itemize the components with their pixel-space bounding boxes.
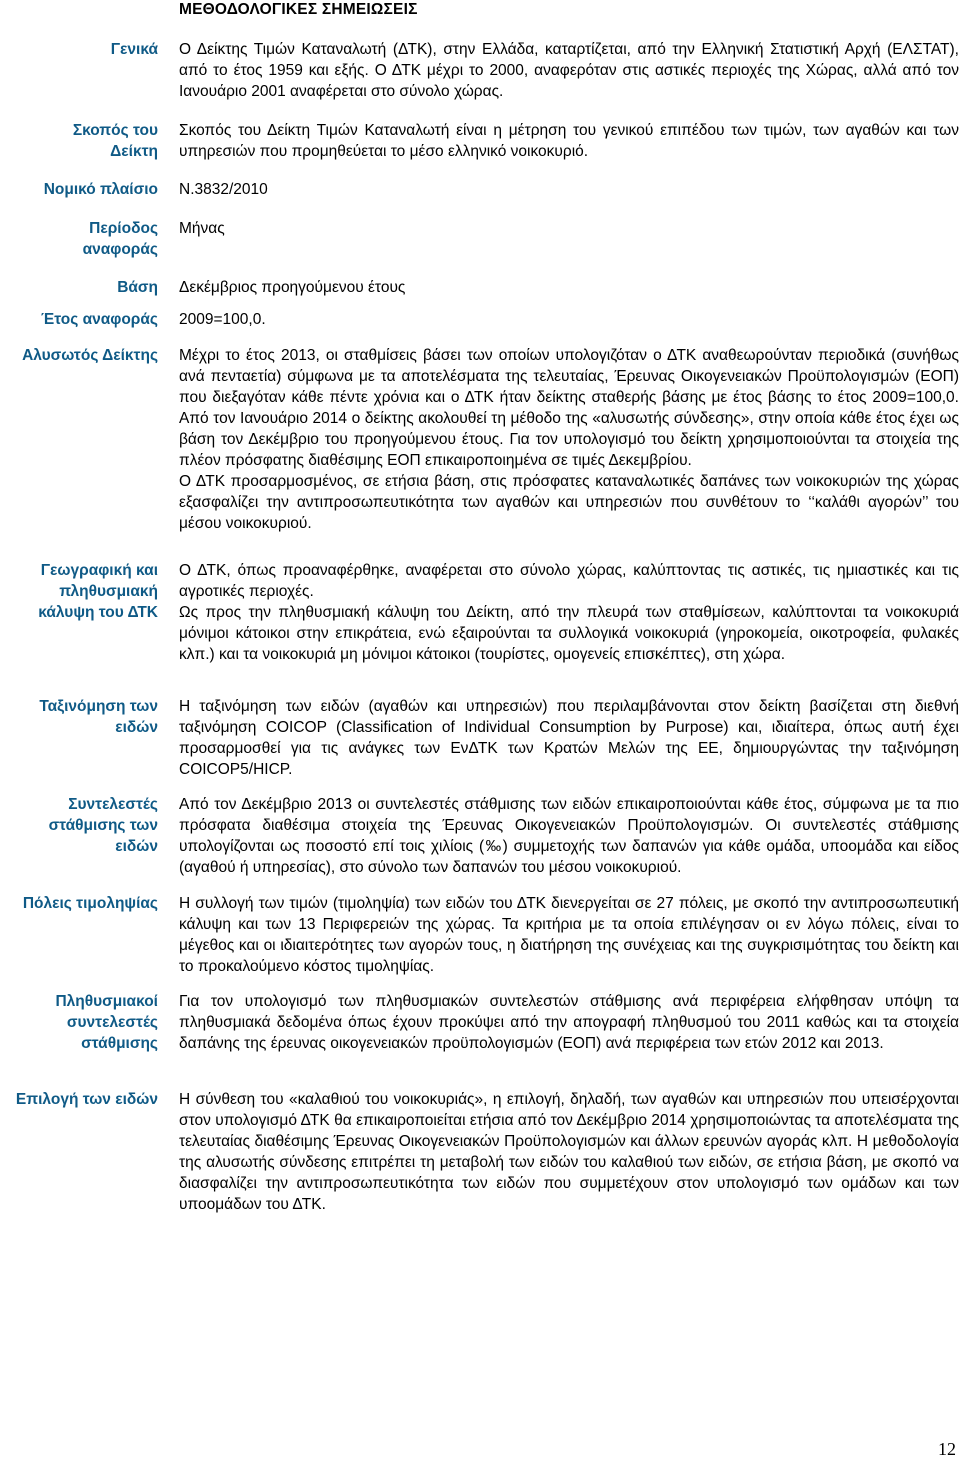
text-chain (179, 345, 959, 534)
label-cities: Πόλεις τιμοληψίας (22, 895, 158, 912)
label-line: πληθυσμιακή (59, 583, 158, 600)
label-classification (0, 696, 158, 738)
text-period: Μήνας (179, 220, 225, 237)
text-cities (179, 893, 959, 977)
text-pop-weights (179, 991, 959, 1054)
label-base: Βάση (117, 279, 158, 296)
label-line: Γεωγραφική και (40, 562, 158, 579)
label-line: Πληθυσμιακοί (55, 993, 158, 1010)
paragraph: Μέχρι το έτος 2013, οι σταθμίσεις βάσει των οποίων υπολογιζόταν ο ΔΤΚ αναθεωρούνταν περιοδικά (συνήθως ανά πενταετία) σύμφωνα με τα αποτελέσματα της τελευταίας, Έρευνας Οικογενειακών Προϋπολογισμών (ΕΟΠ) που διεξαγόταν κάθε πέντε χρόνια και ο ΔΤΚ ήταν δείκτης σταθερής βάσης με έτος βάσης το έτος 2009=100,0. Από τον Ιανουάριο 2014 ο δείκτης ακολουθεί τη μέθοδο της «αλυσωτής σύνδεσης», στην οποία κάθε έτος έχει ως βάση τον Δεκέμβριο του προηγούμενου έτους. Για τον υπολογισμό του δείκτη χρησιμοποιούνται τα στοιχεία της πλέον πρόσφατης διαθέσιμης ΕΟΠ επικαιροποιημένα σε τιμές Δεκεμβρίου. (179, 347, 959, 469)
page-number: 12 (938, 1439, 956, 1459)
label-line: κάλυψη του ΔΤΚ (38, 604, 158, 621)
paragraph: Για τον υπολογισμό των πληθυσμιακών συντελεστών στάθμισης ανά περιφέρεια ελήφθησαν υπόψη τα πληθυσμιακά δεδομένα όπως έχουν προκύψει από την απογραφή πληθυσμού του 2011 καθώς και τα στοιχεία δαπάνης της έρευνας οικογενειακών προϋπολογισμών (ΕΟΠ) ανά περιφέρεια των ετών 2012 και 2013. (179, 993, 959, 1052)
label-line: Δείκτη (110, 143, 158, 160)
label-pop-weights (0, 991, 158, 1054)
label-general: Γενικά (110, 41, 158, 58)
label-line: ειδών (115, 838, 158, 855)
label-ref-year: Έτος αναφοράς (41, 311, 158, 328)
text-general (179, 39, 959, 102)
label-selection: Επιλογή των ειδών (15, 1091, 158, 1108)
label-line: αναφοράς (82, 241, 158, 258)
paragraph: Η ταξινόμηση των ειδών (αγαθών και υπηρεσιών) που περιλαμβάνονται στον δείκτη βασίζεται στη διεθνή ταξινόμηση COICOP (Classification of Individual Consumption by Purpose) και, ιδιαίτερα, όπως αυτή έχει προσαρμοσθεί για τις ανάγκες των ΕνΔΤΚ των Κρατών Μελών της ΕΕ, δημιουργώντας την ταξινόμηση COICOP5/HICP. (179, 698, 959, 778)
text-ref-year: 2009=100,0. (179, 311, 266, 328)
label-line: στάθμισης των (48, 817, 158, 834)
label-chain: Αλυσωτός Δείκτης (22, 347, 158, 364)
label-line: Ταξινόμηση των (39, 698, 158, 715)
paragraph: Ο ΔΤΚ, όπως προαναφέρθηκε, αναφέρεται στο σύνολο χώρας, καλύπτοντας τις αστικές, τις ημιαστικές και τις αγροτικές περιοχές. (179, 562, 959, 600)
label-line: συντελεστές (66, 1014, 158, 1031)
text-base: Δεκέμβριος προηγούμενου έτους (179, 279, 406, 296)
paragraph: Από τον Δεκέμβριο 2013 οι συντελεστές στάθμισης των ειδών επικαιροποιούνται κάθε έτος, σύμφωνα με τα πιο πρόσφατα διαθέσιμα στοιχεία της Έρευνας Οικογενειακών Προϋπολογισμών. Οι συντελεστές στάθμισης υπολογίζονται ως ποσοστό επί τοις χιλίοις (‰) συμμετοχής των δαπανών για κάθε ομάδα, υποομάδα και είδος (αγαθού ή υπηρεσίας), στο σύνολο των δαπανών του μέσου νοικοκυριού. (179, 796, 959, 876)
label-weights (0, 794, 158, 857)
text-classification (179, 696, 959, 780)
label-line: ειδών (115, 719, 158, 736)
text-weights (179, 794, 959, 878)
paragraph: Σκοπός του Δείκτη Τιμών Καταναλωτή είναι η μέτρηση του γενικού επιπέδου των τιμών, των αγαθών και των υπηρεσιών που προμηθεύεται το μέσο ελληνικό νοικοκυριό. (179, 122, 959, 160)
paragraph: Η συλλογή των τιμών (τιμοληψία) των ειδών του ΔΤΚ διενεργείται σε 27 πόλεις, με σκοπό την αντιπροσωπευτική κάλυψη και των 13 Περιφερειών της χώρας. Τα κριτήρια με τα οποία επιλέγησαν οι εν λόγω πόλεις, είναι το μέγεθος και οι ιδιαιτερότητες των αγορών τους, η διατήρηση της συνέχειας και της συγκρισιμότητας του δείκτη και το προκαλούμενο κόστος τιμοληψίας. (179, 895, 959, 975)
label-line: στάθμισης (81, 1035, 158, 1052)
page-title: ΜΕΘΟΔΟΛΟΓΙΚΕΣ ΣΗΜΕΙΩΣΕΙΣ (179, 1, 418, 18)
label-period (0, 218, 158, 260)
text-coverage (179, 560, 959, 665)
label-line: Περίοδος (89, 220, 158, 237)
label-legal: Νομικό πλαίσιο (43, 181, 158, 198)
paragraph: Ο ΔΤΚ προσαρμοσμένος, σε ετήσια βάση, στις πρόσφατες καταναλωτικές δαπάνες των νοικοκυριών της χώρας εξασφαλίζει την αντιπροσωπευτικότητα των αγαθών και υπηρεσιών που συνθέτουν το ‘‘καλάθι αγορών’’ του μέσου νοικοκυριού. (179, 473, 959, 532)
text-legal: Ν.3832/2010 (179, 181, 268, 198)
label-coverage (0, 560, 158, 623)
label-line: Σκοπός του (72, 122, 158, 139)
label-purpose (0, 120, 158, 162)
label-line: Συντελεστές (68, 796, 158, 813)
paragraph: Ως προς την πληθυσμιακή κάλυψη του Δείκτη, από την πλευρά των σταθμίσεων, καλύπτονται τα νοικοκυριά μόνιμοι κάτοικοι στην επικράτεια, ενώ εξαιρούνται τα συλλογικά νοικοκυριά (γηροκομεία, οικοτροφεία, φυλακές κλπ.) και τα νοικοκυριά μη μόνιμοι κάτοικοι (τουρίστες, ομογενείς επισκέπτες), στη χώρα. (179, 604, 959, 663)
text-selection (179, 1089, 959, 1215)
paragraph: Ο Δείκτης Τιμών Καταναλωτή (ΔΤΚ), στην Ελλάδα, καταρτίζεται, από την Ελληνική Στατιστική Αρχή (ΕΛΣΤΑΤ), από το έτος 1959 και εξής. Ο ΔΤΚ μέχρι το 2000, αναφερόταν στις αστικές περιοχές της Χώρας, αλλά από τον Ιανουάριο 2001 αναφέρεται στο σύνολο χώρας. (179, 41, 959, 100)
text-purpose (179, 120, 959, 162)
paragraph: Η σύνθεση του «καλαθιού του νοικοκυριάς», η επιλογή, δηλαδή, των αγαθών και υπηρεσιών που υπεισέρχονται στον υπολογισμό ΔΤΚ θα επικαιροποιείται ετήσια από τον Δεκέμβριο 2014 χρησιμοποιώντας τα αποτελέσματα της τελευταίας διαθέσιμης Έρευνας Οικογενειακών Προϋπολογισμών και άλλων ερευνών αγοράς κλπ. Η μεθοδολογία της αλυσωτής σύνδεσης επιτρέπει τη μεταβολή των ειδών του καλαθιού των ειδών, σε ετήσια βάση, με σκοπό να διασφαλίζει την αντιπροσωπευτικότητα των ειδών που συμμετέχουν στον υπολογισμό των ομάδων και των υποομάδων του ΔΤΚ. (179, 1091, 959, 1213)
